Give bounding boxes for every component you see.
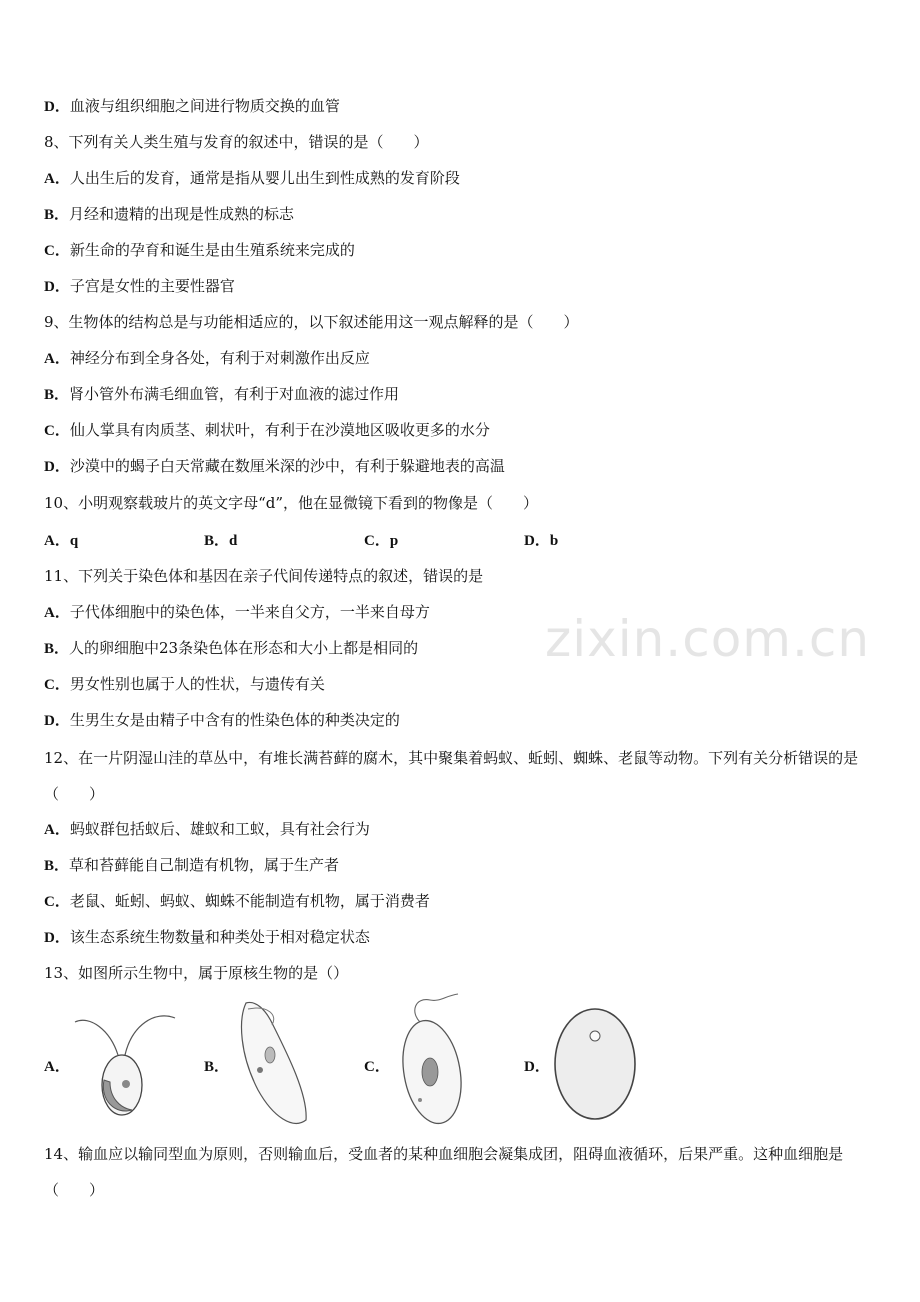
q14-stem: 14、输血应以输同型血为原则，否则输血后，受血者的某种血细胞会凝集成团，阻碍血液循环，后果严重。这种血细胞是（ ） (44, 1145, 844, 1199)
option-label: B． (44, 387, 70, 403)
option-label: D． (524, 533, 550, 549)
option-label: B． (44, 858, 70, 874)
option-text: 老鼠、蚯蚓、蚂蚁、蜘蛛不能制造有机物，属于消费者 (69, 892, 430, 910)
euglena-figure (228, 995, 318, 1135)
option-text: 月经和遗精的出现是性成熟的标志 (69, 205, 295, 223)
option-label: D． (44, 99, 70, 115)
q8-option-d (44, 276, 235, 297)
q9-option-c (44, 420, 490, 441)
bacterium-figure (390, 992, 475, 1132)
q13-option-b-label: B． (204, 1059, 230, 1075)
option-label: D． (44, 279, 70, 295)
q11-option-b (44, 638, 418, 659)
option-text: 沙漠中的蝎子白天常藏在数厘米深的沙中，有利于躲避地表的高温 (69, 457, 505, 475)
option-label: A． (44, 822, 70, 838)
option-text: 仙人掌具有肉质茎、刺状叶，有利于在沙漠地区吸收更多的水分 (69, 421, 490, 439)
option-text: 蚂蚁群包括蚁后、雄蚁和工蚁，具有社会行为 (69, 820, 370, 838)
option-label: D． (44, 459, 70, 475)
q12-stem: 12、在一片阴湿山洼的草丛中，有堆长满苔藓的腐木，其中聚集着蚂蚁、蚯蚓、蜘蛛、老鼠等动物。下列有关分析错误的是（ ） (44, 749, 859, 803)
option-text: d (229, 533, 238, 549)
option-label: A． (44, 605, 70, 621)
option-label: C． (44, 677, 70, 693)
q11-option-a (44, 602, 430, 623)
option-label: A． (44, 533, 70, 549)
q7-option-d (44, 96, 340, 117)
option-text: q (69, 533, 79, 549)
option-text: 血液与组织细胞之间进行物质交换的血管 (69, 97, 340, 115)
option-text: 人的卵细胞中23条染色体在形态和大小上都是相同的 (69, 639, 419, 657)
option-text: 该生态系统生物数量和种类处于相对稳定状态 (69, 928, 370, 946)
option-text: 神经分布到全身各处，有利于对刺激作出反应 (69, 349, 370, 367)
q8-stem: 8、下列有关人类生殖与发育的叙述中，错误的是（ ） (44, 133, 429, 151)
q8-option-a (44, 168, 460, 189)
option-text: 草和苔藓能自己制造有机物，属于生产者 (69, 856, 340, 874)
q12-option-d (44, 927, 370, 948)
option-label: B． (44, 207, 70, 223)
q9-option-d (44, 456, 505, 477)
option-label: D． (44, 930, 70, 946)
option-label: D． (44, 713, 70, 729)
q13-option-c-label: C． (364, 1059, 390, 1075)
option-text: 男女性别也属于人的性状，与遗传有关 (69, 675, 325, 693)
q13-stem: 13、如图所示生物中，属于原核生物的是（） (44, 964, 349, 982)
option-label: B． (44, 641, 70, 657)
option-text: 生男生女是由精子中含有的性染色体的种类决定的 (69, 711, 400, 729)
q12-option-b (44, 855, 339, 876)
q13-option-d-label: D． (524, 1059, 550, 1075)
q10-option-b (204, 530, 237, 551)
watermark: zixin.com.cn (545, 610, 871, 668)
q12-option-c (44, 891, 430, 912)
q13-option-a-label: A． (44, 1059, 70, 1075)
option-label: C． (44, 894, 70, 910)
q10-option-c (364, 530, 398, 551)
yeast-cell-figure (548, 1002, 643, 1127)
option-label: C． (44, 243, 70, 259)
q9-option-a (44, 348, 370, 369)
option-label: A． (44, 171, 70, 187)
q12-option-a (44, 819, 370, 840)
option-text: 子代体细胞中的染色体，一半来自父方，一半来自母方 (69, 603, 430, 621)
option-text: p (389, 533, 399, 549)
q9-stem: 9、生物体的结构总是与功能相适应的，以下叙述能用这一观点解释的是（ ） (44, 313, 579, 331)
q11-stem: 11、下列关于染色体和基因在亲子代间传递特点的叙述，错误的是 (44, 567, 484, 585)
q11-option-c (44, 674, 325, 695)
option-text: 人出生后的发育，通常是指从婴儿出生到性成熟的发育阶段 (69, 169, 460, 187)
q9-option-b (44, 384, 399, 405)
option-label: C． (364, 533, 390, 549)
q10-option-d (524, 530, 558, 551)
q10-option-a (44, 530, 78, 551)
option-label: B． (204, 533, 230, 549)
option-text: 新生命的孕育和诞生是由生殖系统来完成的 (69, 241, 355, 259)
option-text: b (549, 533, 559, 549)
chlamydomonas-figure (70, 1000, 180, 1125)
q10-stem: 10、小明观察载玻片的英文字母“d”，他在显微镜下看到的物像是（ ） (44, 494, 539, 512)
q11-option-d (44, 710, 400, 731)
option-text: 肾小管外布满毛细血管，有利于对血液的滤过作用 (69, 385, 400, 403)
q8-option-c (44, 240, 355, 261)
option-text: 子宫是女性的主要性器官 (69, 277, 235, 295)
option-label: A． (44, 351, 70, 367)
option-label: C． (44, 423, 70, 439)
q8-option-b (44, 204, 294, 225)
